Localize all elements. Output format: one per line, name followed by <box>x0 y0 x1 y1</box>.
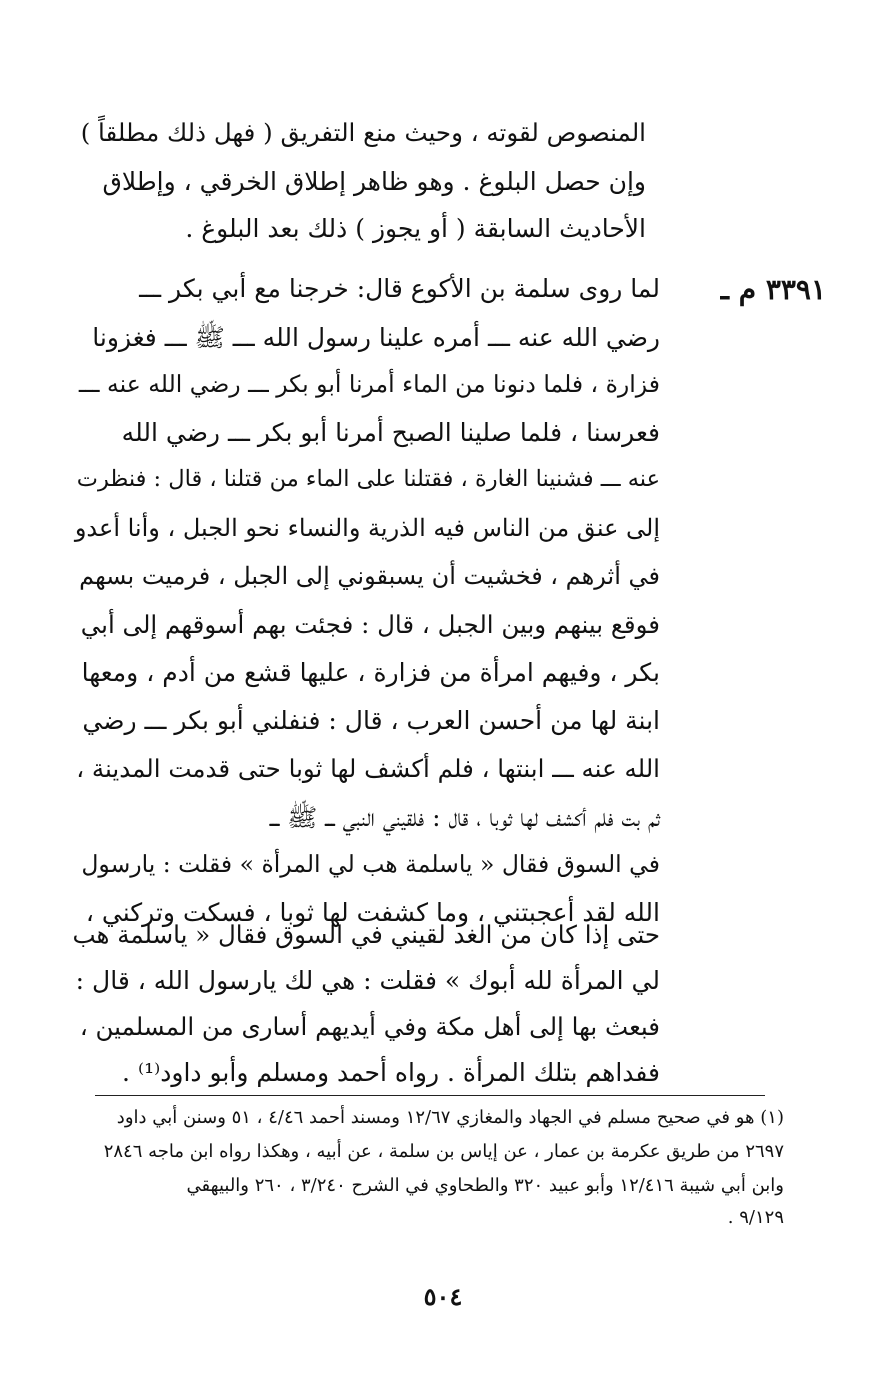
hadith-line-3: فزارة ، فلما دنونا من الماء أمرنا أبو بكر ـــ رضي الله عنه ـــ <box>78 370 660 398</box>
intro-line-3: الأحاديث السابقة ( أو يجوز ) ذلك بعد البلوغ . <box>185 214 646 243</box>
footnote-line-4: ٩/١٢٩ . <box>727 1207 784 1228</box>
hadith-line-6: إلى عنق من الناس فيه الذرية والنساء نحو الجبل ، وأنا أعدو <box>74 514 660 542</box>
intro-line-1: المنصوص لقوته ، وحيث منع التفريق ( فهل ذلك مطلقاً ) <box>80 118 646 147</box>
page-number: ٥٠٤ <box>423 1282 463 1311</box>
hadith-line-5: عنه ـــ فشنينا الغارة ، فقتلنا على الماء من قتلنا ، قال : فنظرت <box>76 466 660 492</box>
footnote-line-2: ٢٦٩٧ من طريق عكرمة بن عمار ، عن إياس بن سلمة ، عن أبيه ، وهكذا رواه ابن ماجه ٢٨٤٦ <box>103 1141 784 1162</box>
hadith-line-18: ففداهم بتلك المرأة . رواه أحمد ومسلم وأبو داود⁽¹⁾ . <box>122 1058 660 1087</box>
footnote-separator <box>95 1095 765 1096</box>
hadith-line-7: في أثرهم ، فخشيت أن يسبقوني إلى الجبل ، فرميت بسهم <box>79 562 660 590</box>
hadith-line-4: فعرسنا ، فلما صلينا الصبح أمرنا أبو بكر ـــ رضي الله <box>121 418 660 447</box>
hadith-line-11: الله عنه ـــ ابنتها ، فلم أكشف لها ثوبا حتى قدمت المدينة ، <box>76 754 660 783</box>
hadith-line-2: رضي الله عنه ـــ أمره علينا رسول الله ـــ ﷺ ـــ فغزونا <box>92 323 660 352</box>
hadith-line-12: ثم بت فلم أكشف لها ثوبا ، قال : فلقيني النبي ـــ ﷺ ـــ <box>269 803 660 832</box>
hadith-number: ٣٣٩١ م ـ <box>720 273 826 306</box>
hadith-line-14: الله لقد أعجبتني ، وما كشفت لها ثوبا ، فسكت وتركني ، <box>85 898 660 927</box>
intro-line-2: وإن حصل البلوغ . وهو ظاهر إطلاق الخرقي ، وإطلاق <box>102 167 646 196</box>
hadith-line-16: لي المرأة لله أبوك » فقلت : هي لك يارسول الله ، قال : <box>75 966 660 995</box>
footnote-line-1: (١) هو في صحيح مسلم في الجهاد والمغازي ١٢/٦٧ ومسند أحمد ٤/٤٦ ، ٥١ وسنن أبي داود <box>116 1107 784 1128</box>
hadith-line-8: فوقع بينهم وبين الجبل ، قال : فجئت بهم أسوقهم إلى أبي <box>80 610 660 639</box>
footnote-line-3: وابن أبي شيبة ١٢/٤١٦ وأبو عبيد ٣٢٠ والطحاوي في الشرح ٣/٢٤٠ ، ٢٦٠ والبيهقي <box>186 1175 784 1196</box>
hadith-line-17: فبعث بها إلى أهل مكة وفي أيديهم أسارى من المسلمين ، <box>79 1012 660 1041</box>
hadith-line-9: بكر ، وفيهم امرأة من فزارة ، عليها قشع من أدم ، ومعها <box>81 658 660 687</box>
hadith-line-1: لما روى سلمة بن الأكوع قال: خرجنا مع أبي بكر ـــ <box>139 274 660 303</box>
hadith-line-13: في السوق فقال « ياسلمة هب لي المرأة » فقلت : يارسول <box>81 850 660 878</box>
hadith-line-15: حتى إذا كان من الغد لقيني في السوق فقال « ياسلمة هب <box>72 920 660 949</box>
hadith-line-10: ابنة لها من أحسن العرب ، قال : فنفلني أبو بكر ـــ رضي <box>82 706 660 735</box>
